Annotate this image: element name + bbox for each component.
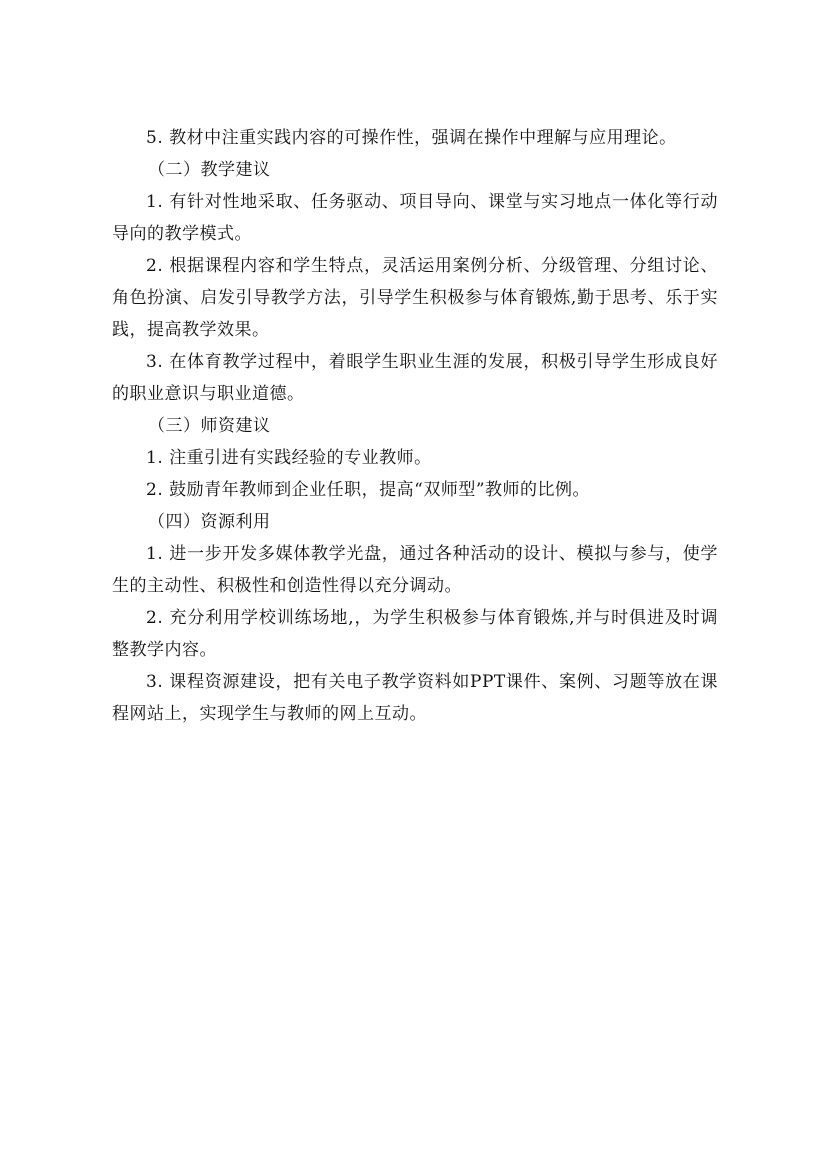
paragraph-teaching-methods: 2. 根据课程内容和学生特点，灵活运用案例分析、分级管理、分组讨论、角色扮演、启发引导教学方法，引导学生积极参与体育锻炼,勤于思考、乐于实践，提高教学效果。 [112,256,718,340]
document-body [112,122,718,730]
paragraph-textbook-practice: 5. 教材中注重实践内容的可操作性，强调在操作中理解与应用理论。 [146,128,677,148]
paragraph-teaching-mode: 1. 有针对性地采取、任务驱动、项目导向、课堂与实习地点一体化等行动导向的教学模式。 [112,192,718,244]
paragraph-multimedia: 1. 进一步开发多媒体教学光盘，通过各种活动的设计、模拟与参与，使学生的主动性、积极性和创造性得以充分调动。 [112,544,718,596]
paragraph-dual-teacher: 2. 鼓励青年教师到企业任职，提高“双师型”教师的比例。 [146,480,591,500]
paragraph-recruit-teachers: 1. 注重引进有实践经验的专业教师。 [146,448,432,468]
heading-teaching-suggestions: （二）教学建议 [148,160,271,180]
paragraph-course-resources: 3. 课程资源建设，把有关电子教学资料如PPT课件、案例、习题等放在课程网站上，实现学生与教师的网上互动。 [112,672,718,724]
heading-faculty-suggestions: （三）师资建议 [148,416,271,436]
paragraph-training-venue: 2. 充分利用学校训练场地,，为学生积极参与体育锻炼,并与时俱进及时调整教学内容。 [112,608,718,660]
paragraph-career-guidance: 3. 在体育教学过程中，着眼学生职业生涯的发展，积极引导学生形成良好的职业意识与职业道德。 [112,352,718,404]
heading-resource-use: （四）资源利用 [148,512,271,532]
